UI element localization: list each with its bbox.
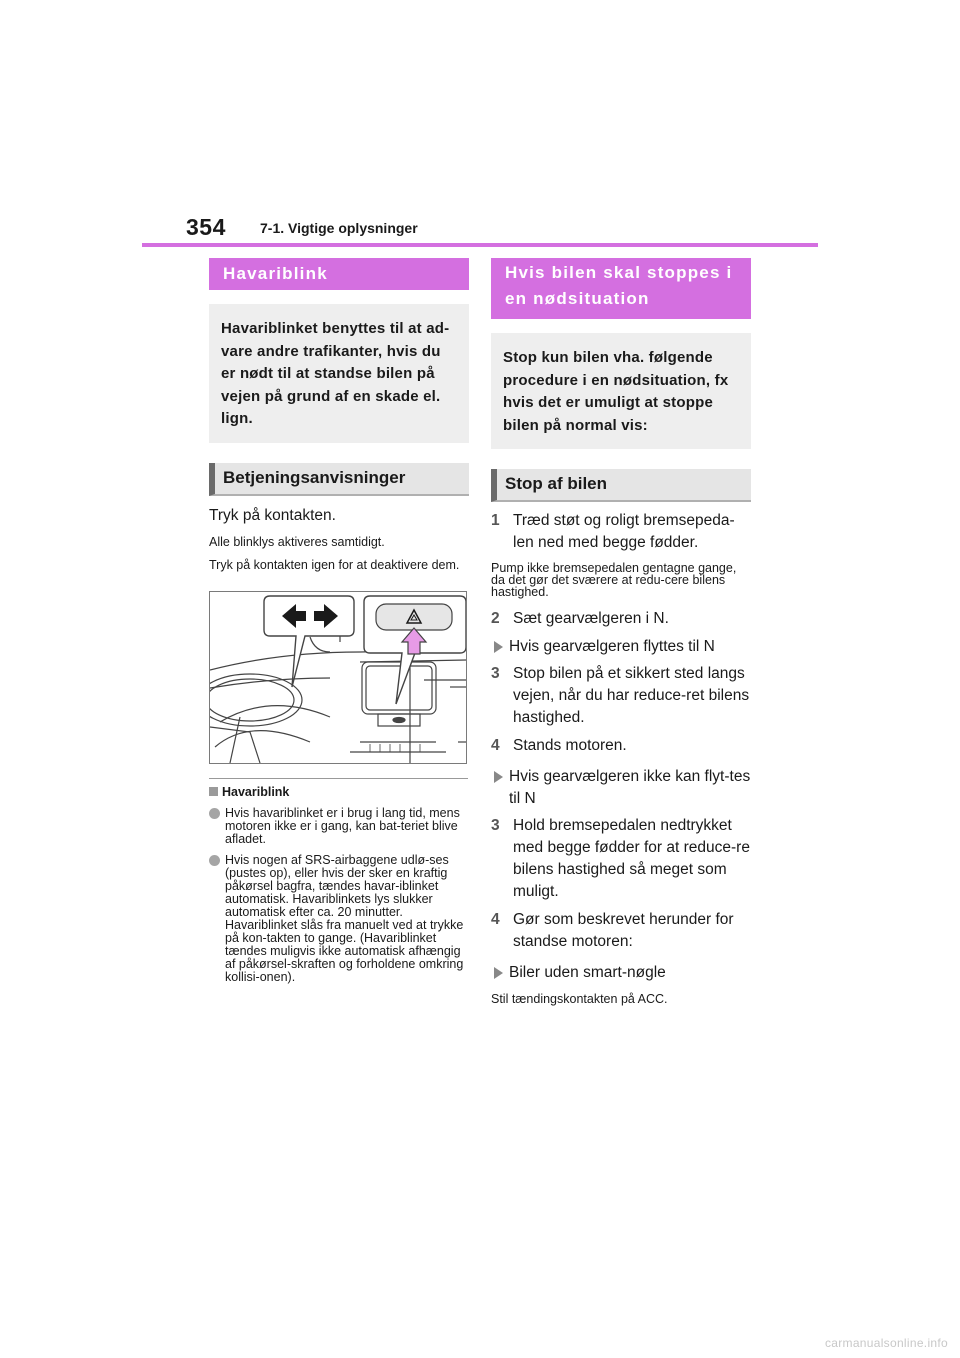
step-number: 4 (491, 737, 500, 754)
bullet-text: Hvis havariblinket er i brug i lang tid, mens motoren ikke er i gang, kan bat-teriet blive afladet. (225, 805, 460, 846)
dashboard-drawing (210, 592, 466, 763)
triangle-bullet-icon (491, 766, 509, 810)
condition-text: Biler uden smart-nøgle (509, 964, 666, 981)
step-number: 1 (491, 512, 500, 529)
title-line-1: Hvis bilen skal stoppes i (505, 263, 733, 282)
instruction-text: Tryk på kontakten. (209, 506, 336, 524)
hazard-switch-illustration (209, 591, 467, 764)
final-note: Stil tændingskontakten på ACC. (491, 992, 668, 1006)
note-blinklys: Alle blinklys aktiveres samtidigt. (209, 534, 385, 549)
note-deaktiver: Tryk på kontakten igen for at deaktivere dem. (209, 557, 460, 572)
step-1-note: Pump ikke bremsepedalen gentagne gange, da det gør det sværere at redu-cere bilens hastighed. (491, 561, 737, 599)
info-title (209, 785, 469, 799)
watermark: carmanualsonline.info (824, 1336, 948, 1350)
page-number: 354 (186, 214, 226, 240)
step-number: 3 (491, 665, 500, 682)
title-line-2: en nødsituation (505, 289, 650, 308)
step-number: 4 (491, 911, 500, 928)
condition-gear-to-n (491, 636, 751, 658)
square-bullet-icon (209, 787, 218, 796)
step-text: Hold bremsepedalen nedtrykket med begge fødder for at reduce-re bilens hastighed så meget som muligt. (513, 817, 750, 900)
bullet-item (209, 807, 469, 846)
betjening-subhead: Betjeningsanvisninger (209, 463, 469, 496)
emergency-stop-intro: Stop kun bilen vha. følgende procedure i en nødsituation, fx hvis det er umuligt at stoppe bilen på normal vis: (491, 333, 751, 449)
circle-bullet-icon (209, 808, 220, 819)
step-3a (491, 663, 751, 729)
havariblink-intro: Havariblinket benyttes til at ad-vare andre trafikanter, hvis du er nødt til at standse bilen på vejen på grund af en skade el. lign. (209, 304, 469, 443)
right-column (491, 258, 751, 1007)
condition-text: Hvis gearvælgeren ikke kan flyt-tes til N (509, 768, 751, 807)
condition-text: Hvis gearvælgeren flyttes til N (509, 638, 715, 655)
step-text: Stands motoren. (513, 737, 627, 754)
info-divider (209, 778, 468, 779)
step-text: Træd støt og roligt bremsepeda-len ned med begge fødder. (513, 512, 735, 551)
havariblink-title: Havariblink (209, 258, 469, 290)
header-rule (142, 243, 818, 247)
emergency-stop-title (491, 258, 751, 319)
bullet-text: Hvis nogen af SRS-airbaggene udlø-ses (pustes op), eller hvis der sker en kraftig påkørsel bagfra, tændes havar-iblinket automatisk. Havariblinkets lys slukker automatisk efter ca. 20 minutter. Havariblinket slås fra manuelt ved at trykke på kon-takten to gange. (Havariblinket tændes muligvis ikke automatisk afhængig af påkørsel-skraften og forholdene omkring kollisi-onen). (225, 852, 464, 984)
info-title-text: Havariblink (222, 784, 290, 799)
step-2 (491, 608, 751, 630)
step-text: Sæt gearvælgeren i N. (513, 610, 669, 627)
section-header: 7-1. Vigtige oplysninger (260, 220, 418, 236)
triangle-bullet-icon (491, 636, 509, 658)
triangle-bullet-icon (491, 962, 509, 984)
step-text: Gør som beskrevet herunder for standse motoren: (513, 911, 734, 950)
step-4b (491, 909, 751, 953)
stop-af-bilen-subhead: Stop af bilen (491, 469, 751, 502)
condition-gear-not-n (491, 766, 751, 810)
step-1 (491, 510, 751, 554)
step-4a (491, 735, 751, 757)
hazard-button-callout (364, 596, 466, 704)
step-number: 2 (491, 610, 500, 627)
step-text: Stop bilen på et sikkert sted langs vejen, når du har reduce-ret bilens hastighed. (513, 665, 750, 726)
bullet-item (209, 854, 469, 984)
step-3b (491, 815, 751, 903)
step-number: 3 (491, 817, 500, 834)
circle-bullet-icon (209, 855, 220, 866)
condition-no-smart-key (491, 962, 751, 984)
left-column (209, 258, 469, 984)
